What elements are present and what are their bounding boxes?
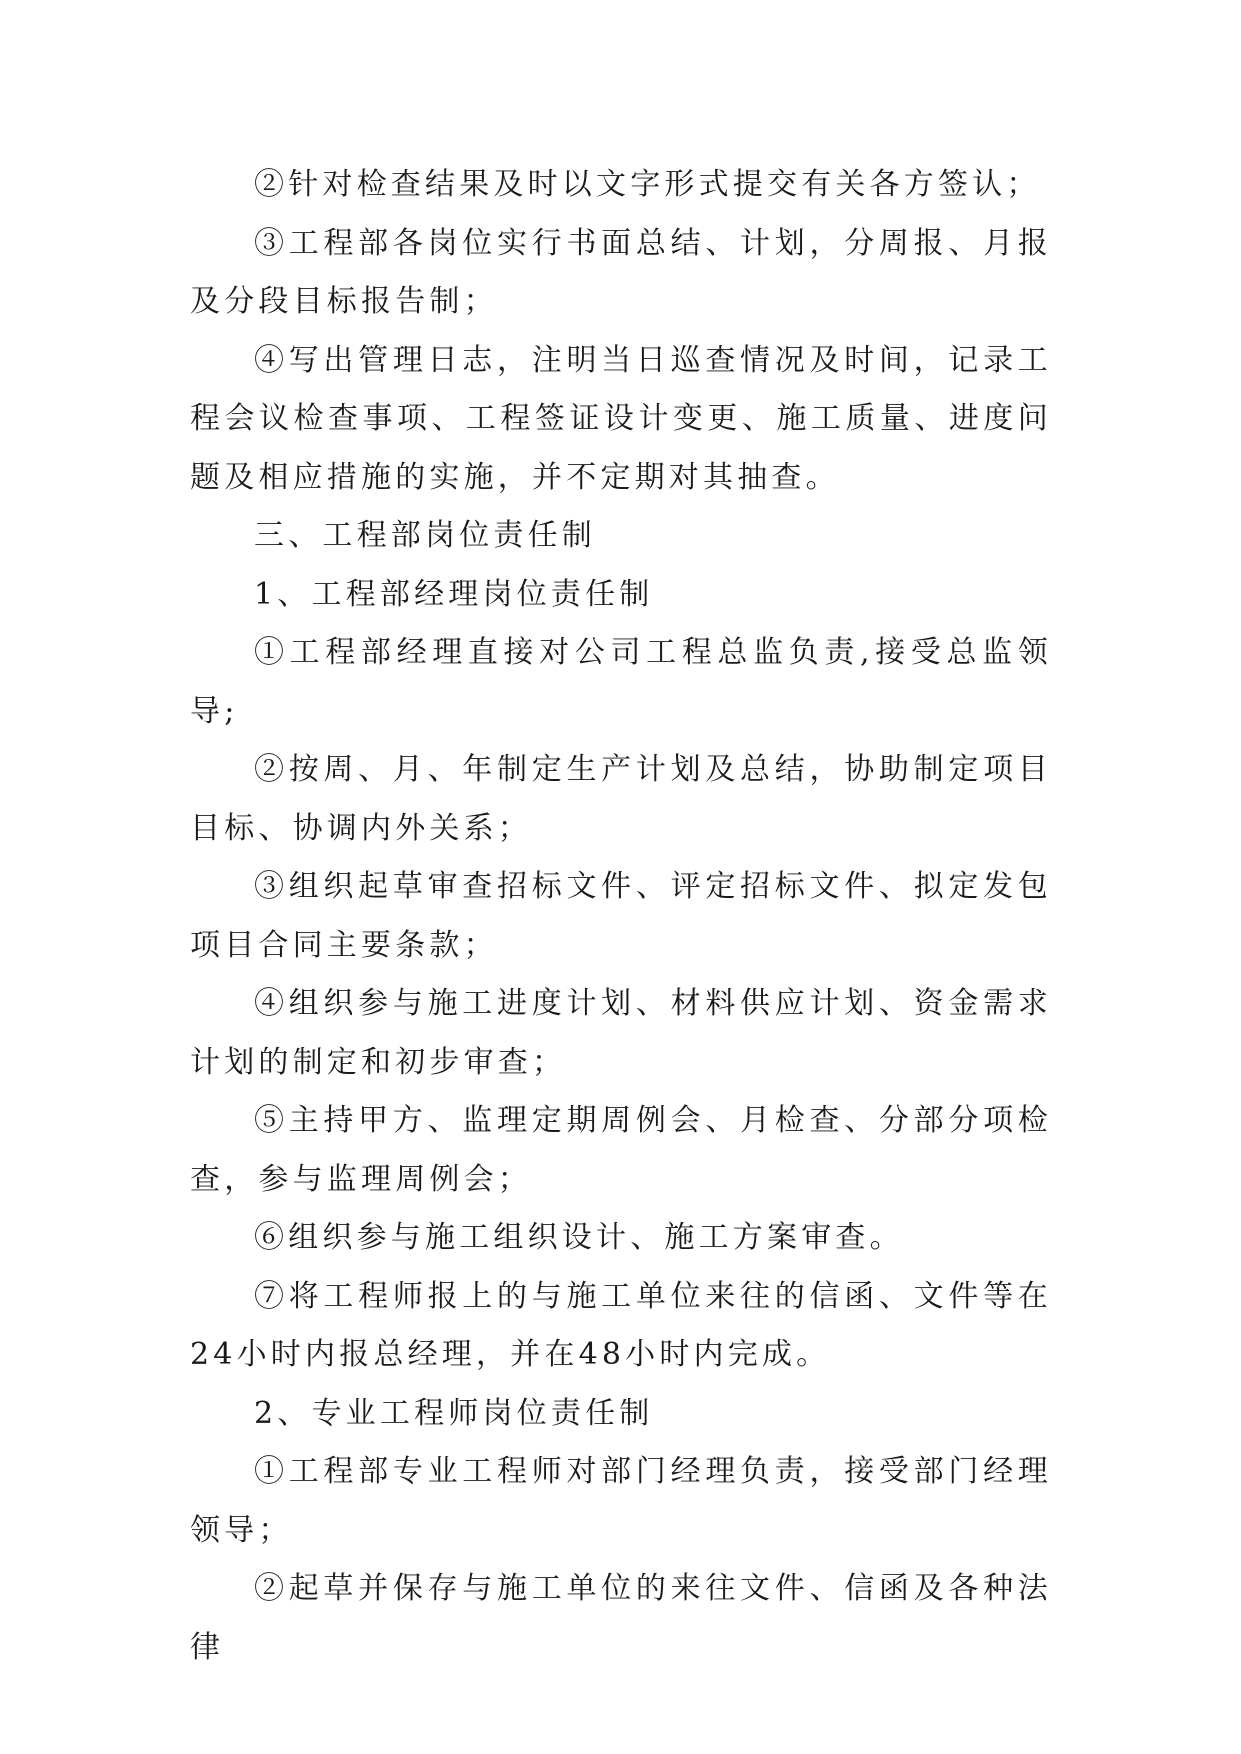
document-body (190, 156, 1052, 1677)
paragraph-management-log: ④写出管理日志，注明当日巡查情况及时间，记录工程会议检查事项、工程签证设计变更、施工质量、进度问题及相应措施的实施，并不定期对其抽查。 (190, 342, 1052, 495)
paragraph-manager-duty-2: ②按周、月、年制定生产计划及总结，协助制定项目目标、协调内外关系； (190, 752, 1052, 846)
paragraph-engineer-duty-1: ①工程部专业工程师对部门经理负责，接受部门经理领导； (190, 1454, 1052, 1548)
paragraph-manager-duty-1: ①工程部经理直接对公司工程总监负责,接受总监领导; (190, 635, 1052, 729)
paragraph-manager-duty-3: ③组织起草审查招标文件、评定招标文件、拟定发包项目合同主要条款； (190, 869, 1052, 963)
paragraph-written-reports: ③工程部各岗位实行书面总结、计划，分周报、月报及分段目标报告制； (190, 225, 1052, 319)
paragraph-manager-duty-7: ⑦将工程师报上的与施工单位来往的信函、文件等在24小时内报总经理，并在48小时内完成。 (190, 1278, 1052, 1372)
paragraph-manager-duty-6: ⑥组织参与施工组织设计、施工方案审查。 (254, 1220, 904, 1255)
subsection-heading-manager: 1、工程部经理岗位责任制 (254, 576, 654, 612)
section-heading-responsibility: 三、工程部岗位责任制 (254, 518, 596, 553)
paragraph-engineer-duty-2: ②起草并保存与施工单位的来往文件、信函及各种法律 (190, 1571, 1052, 1665)
subsection-heading-engineer: 2、专业工程师岗位责任制 (254, 1395, 654, 1431)
paragraph-manager-duty-4: ④组织参与施工进度计划、材料供应计划、资金需求计划的制定和初步审查； (190, 986, 1052, 1080)
paragraph-manager-duty-5: ⑤主持甲方、监理定期周例会、月检查、分部分项检查，参与监理周例会； (190, 1103, 1052, 1197)
paragraph-check-results: ②针对检查结果及时以文字形式提交有关各方签认； (254, 167, 1041, 202)
